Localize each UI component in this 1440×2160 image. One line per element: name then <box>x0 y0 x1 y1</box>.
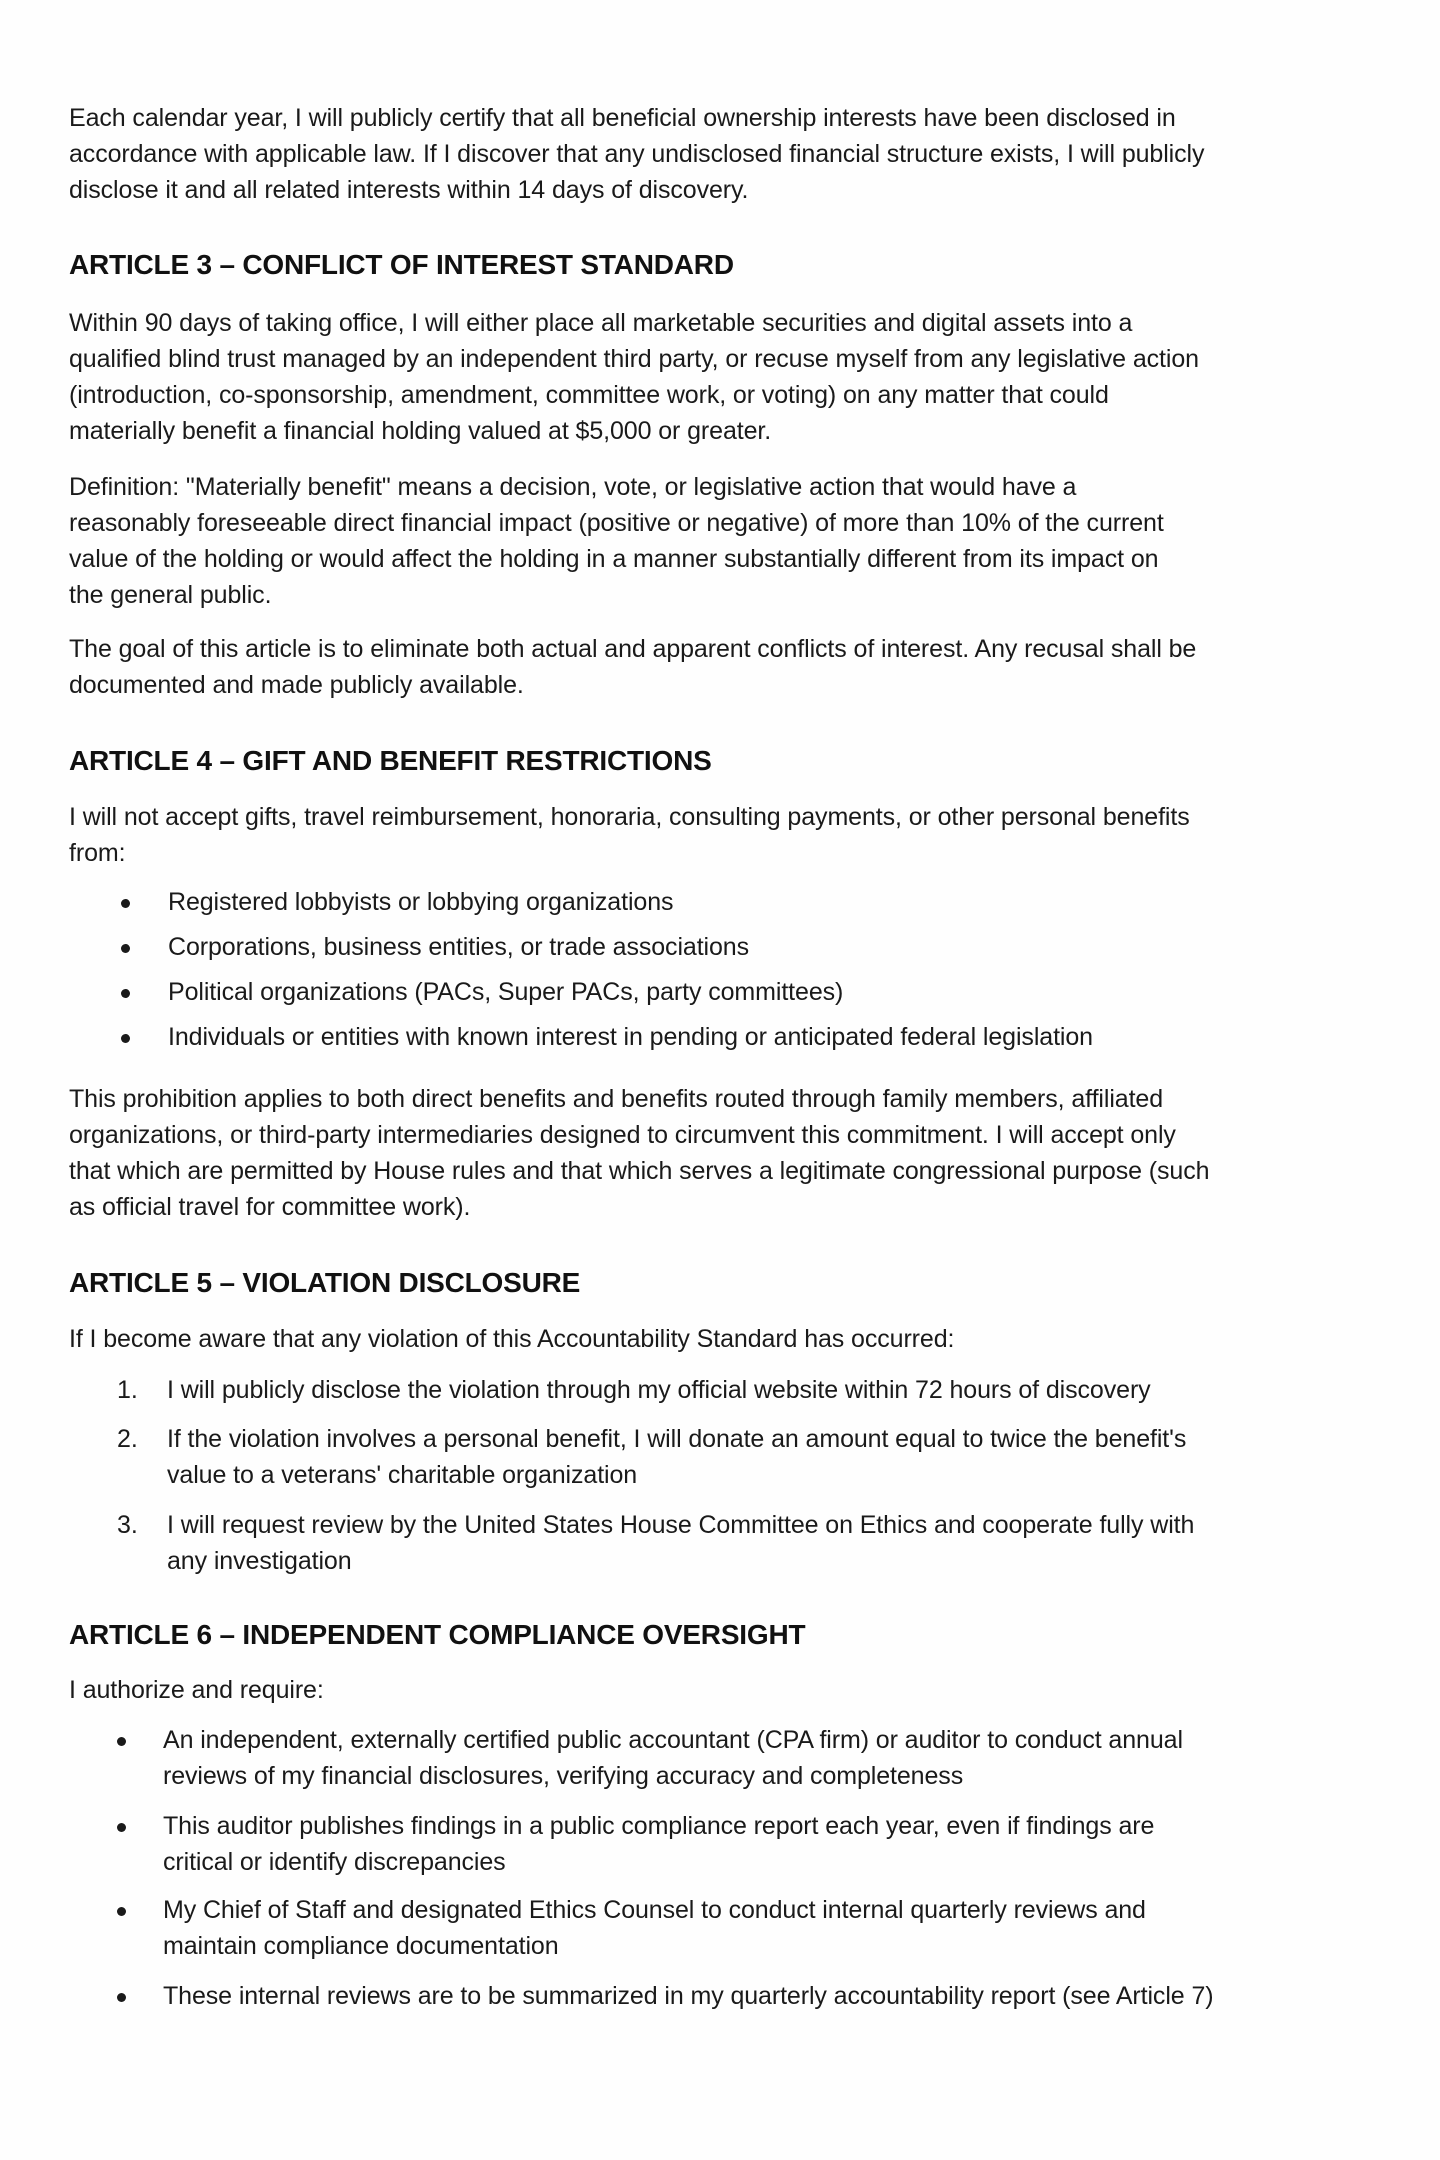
text-line: disclose it and all related interests within 14 days of discovery. <box>69 176 749 204</box>
text-line: organizations, or third-party intermediaries designed to circumvent this commitment. I will accept only <box>69 1121 1176 1149</box>
text-line: documented and made publicly available. <box>69 671 524 699</box>
bullet-icon <box>117 1993 126 2002</box>
bullet-icon <box>121 899 130 908</box>
bullet-icon <box>121 989 130 998</box>
list-number: 1. <box>117 1376 138 1404</box>
list-item-text: any investigation <box>167 1547 352 1575</box>
list-item-text: An independent, externally certified public accountant (CPA firm) or auditor to conduct annual <box>163 1726 1183 1754</box>
bullet-icon <box>117 1907 126 1916</box>
text-line: that which are permitted by House rules and that which serves a legitimate congressional purpose (such <box>69 1157 1210 1185</box>
list-item-text: These internal reviews are to be summarized in my quarterly accountability report (see Article 7) <box>163 1982 1214 2010</box>
list-item-text: Registered lobbyists or lobbying organizations <box>168 888 674 916</box>
bullet-icon <box>121 1034 130 1043</box>
bullet-icon <box>121 944 130 953</box>
text-line: (introduction, co-sponsorship, amendment, committee work, or voting) on any matter that could <box>69 381 1109 409</box>
article-6-intro: I authorize and require: <box>69 1676 324 1704</box>
text-line: qualified blind trust managed by an independent third party, or recuse myself from any legislative action <box>69 345 1199 373</box>
article-3-heading: ARTICLE 3 – CONFLICT OF INTEREST STANDARD <box>69 249 734 280</box>
bullet-icon <box>117 1737 126 1746</box>
list-number: 2. <box>117 1425 138 1453</box>
text-line: as official travel for committee work). <box>69 1193 471 1221</box>
list-number: 3. <box>117 1511 138 1539</box>
text-line: value of the holding or would affect the holding in a manner substantially different from its impact on <box>69 545 1159 573</box>
list-item-text: Individuals or entities with known interest in pending or anticipated federal legislation <box>168 1023 1093 1051</box>
list-item-text: reviews of my financial disclosures, verifying accuracy and completeness <box>163 1762 964 1790</box>
article-5-intro: If I become aware that any violation of this Accountability Standard has occurred: <box>69 1325 955 1353</box>
text-line: materially benefit a financial holding valued at $5,000 or greater. <box>69 417 772 445</box>
list-item-text: This auditor publishes findings in a public compliance report each year, even if findings are <box>163 1812 1155 1840</box>
list-item-text: My Chief of Staff and designated Ethics Counsel to conduct internal quarterly reviews and <box>163 1896 1146 1924</box>
text-line: The goal of this article is to eliminate both actual and apparent conflicts of interest. Any recusal shall be <box>69 635 1197 663</box>
text-line: Definition: "Materially benefit" means a decision, vote, or legislative action that would have a <box>69 473 1077 501</box>
text-line: accordance with applicable law. If I discover that any undisclosed financial structure exists, I will publicly <box>69 140 1205 168</box>
text-line: from: <box>69 839 126 867</box>
list-item-text: Political organizations (PACs, Super PACs, party committees) <box>168 978 844 1006</box>
list-item-text: I will request review by the United States House Committee on Ethics and cooperate fully with <box>167 1511 1195 1539</box>
text-line: the general public. <box>69 581 272 609</box>
article-5-heading: ARTICLE 5 – VIOLATION DISCLOSURE <box>69 1267 581 1298</box>
article-4-heading: ARTICLE 4 – GIFT AND BENEFIT RESTRICTIONS <box>69 745 712 776</box>
bullet-icon <box>117 1823 126 1832</box>
list-item-text: I will publicly disclose the violation through my official website within 72 hours of discovery <box>167 1376 1151 1404</box>
text-line: This prohibition applies to both direct benefits and benefits routed through family members, affiliated <box>69 1085 1164 1113</box>
article-6-heading: ARTICLE 6 – INDEPENDENT COMPLIANCE OVERSIGHT <box>69 1619 806 1650</box>
list-item-text: critical or identify discrepancies <box>163 1848 506 1876</box>
list-item-text: maintain compliance documentation <box>163 1932 559 1960</box>
text-line: Within 90 days of taking office, I will either place all marketable securities and digital assets into a <box>69 309 1133 337</box>
list-item-text: Corporations, business entities, or trade associations <box>168 933 750 961</box>
list-item-text: If the violation involves a personal benefit, I will donate an amount equal to twice the benefit's <box>167 1425 1187 1453</box>
text-line: Each calendar year, I will publicly certify that all beneficial ownership interests have been disclosed in <box>69 104 1176 132</box>
text-line: I will not accept gifts, travel reimbursement, honoraria, consulting payments, or other personal benefits <box>69 803 1190 831</box>
text-line: reasonably foreseeable direct financial impact (positive or negative) of more than 10% of the current <box>69 509 1164 537</box>
list-item-text: value to a veterans' charitable organization <box>167 1461 638 1489</box>
